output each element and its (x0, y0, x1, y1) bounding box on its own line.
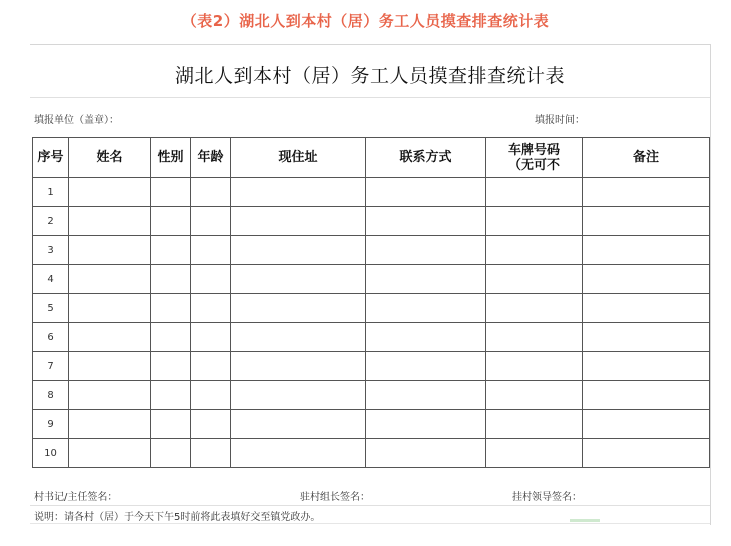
table-row (33, 236, 710, 265)
table-cell[interactable] (191, 294, 231, 323)
table-cell[interactable] (151, 352, 191, 381)
table-cell[interactable] (366, 265, 486, 294)
table-cell[interactable] (583, 236, 710, 265)
title-divider (30, 97, 710, 98)
header-cell: 性别 (151, 138, 191, 178)
row-number-cell: 1 (33, 178, 69, 207)
sheet-title: 湖北人到本村（居）务工人员摸查排查统计表 (174, 65, 565, 87)
header-cell: 年龄 (191, 138, 231, 178)
table-cell[interactable] (486, 207, 583, 236)
table-cell[interactable] (191, 323, 231, 352)
table-cell[interactable] (69, 439, 151, 468)
header-cell: 联系方式 (366, 138, 486, 178)
table-cell[interactable] (151, 236, 191, 265)
team-leader-signature-label: 驻村组长签名： (300, 492, 370, 503)
table-cell[interactable] (69, 236, 151, 265)
table-cell[interactable] (366, 323, 486, 352)
table-cell[interactable] (191, 178, 231, 207)
survey-table (32, 137, 710, 468)
table-cell[interactable] (583, 381, 710, 410)
table-cell[interactable] (191, 410, 231, 439)
table-cell[interactable] (151, 265, 191, 294)
table-cell[interactable] (486, 352, 583, 381)
header-cell: 现住址 (231, 138, 366, 178)
table-cell[interactable] (151, 439, 191, 468)
document-caption: （表2）湖北人到本村（居）务工人员摸查排查统计表 (181, 12, 550, 30)
row-number-cell: 8 (33, 381, 69, 410)
table-cell[interactable] (69, 178, 151, 207)
table-cell[interactable] (151, 410, 191, 439)
instruction-note: 说明：请各村（居）于今天下午5时前将此表填好交至镇党政办。 (34, 512, 321, 523)
table-cell[interactable] (231, 352, 366, 381)
table-cell[interactable] (151, 294, 191, 323)
table-cell[interactable] (231, 439, 366, 468)
table-row (33, 352, 710, 381)
table-cell[interactable] (583, 439, 710, 468)
table-cell[interactable] (486, 236, 583, 265)
table-cell[interactable] (486, 381, 583, 410)
fill-unit-label: 填报单位（盖章）： (34, 115, 119, 126)
table-cell[interactable] (231, 236, 366, 265)
table-cell[interactable] (151, 207, 191, 236)
table-cell[interactable] (231, 294, 366, 323)
table-cell[interactable] (583, 265, 710, 294)
table-cell[interactable] (486, 265, 583, 294)
table-cell[interactable] (69, 207, 151, 236)
table-row (33, 323, 710, 352)
row-number-cell: 5 (33, 294, 69, 323)
table-cell[interactable] (69, 323, 151, 352)
table-cell[interactable] (191, 439, 231, 468)
leader-signature-label: 挂村领导签名： (512, 492, 582, 503)
table-cell[interactable] (231, 323, 366, 352)
table-cell[interactable] (366, 236, 486, 265)
row-number-cell: 7 (33, 352, 69, 381)
row-number-cell: 4 (33, 265, 69, 294)
table-cell[interactable] (191, 381, 231, 410)
secretary-signature-label: 村书记/主任签名： (34, 492, 118, 503)
fill-time-label: 填报时间： (535, 115, 585, 126)
table-cell[interactable] (231, 410, 366, 439)
table-cell[interactable] (583, 294, 710, 323)
header-cell: 姓名 (69, 138, 151, 178)
table-cell[interactable] (366, 381, 486, 410)
table-cell[interactable] (486, 323, 583, 352)
table-row (33, 439, 710, 468)
header-cell: 序号 (33, 138, 69, 178)
note-divider (30, 505, 710, 506)
table-cell[interactable] (366, 294, 486, 323)
row-number-cell: 6 (33, 323, 69, 352)
table-cell[interactable] (486, 410, 583, 439)
table-cell[interactable] (231, 207, 366, 236)
table-cell[interactable] (486, 439, 583, 468)
table-cell[interactable] (583, 323, 710, 352)
table-cell[interactable] (366, 207, 486, 236)
row-number-cell: 9 (33, 410, 69, 439)
table-cell[interactable] (151, 178, 191, 207)
row-number-cell: 2 (33, 207, 69, 236)
header-row (33, 138, 710, 178)
table-cell[interactable] (191, 265, 231, 294)
table-cell[interactable] (69, 381, 151, 410)
table-cell[interactable] (69, 352, 151, 381)
row-number-cell: 10 (33, 439, 69, 468)
table-cell[interactable] (151, 381, 191, 410)
table-row (33, 178, 710, 207)
table-cell[interactable] (366, 178, 486, 207)
spreadsheet-sheet (30, 44, 711, 525)
header-cell: 备注 (583, 138, 710, 178)
table-row (33, 294, 710, 323)
table-cell[interactable] (69, 294, 151, 323)
cell-highlight (570, 519, 600, 522)
table-cell[interactable] (366, 439, 486, 468)
table-cell[interactable] (231, 265, 366, 294)
table-cell[interactable] (191, 207, 231, 236)
table-cell[interactable] (191, 352, 231, 381)
table-cell[interactable] (366, 410, 486, 439)
table-cell[interactable] (69, 265, 151, 294)
table-cell[interactable] (583, 352, 710, 381)
table-cell[interactable] (486, 294, 583, 323)
table-cell[interactable] (583, 410, 710, 439)
table-cell[interactable] (69, 410, 151, 439)
table-cell[interactable] (366, 352, 486, 381)
table-row (33, 207, 710, 236)
table-cell[interactable] (231, 381, 366, 410)
sheet-bottom-border (30, 523, 710, 524)
table-row (33, 410, 710, 439)
row-number-cell: 3 (33, 236, 69, 265)
table-row (33, 381, 710, 410)
table-cell[interactable] (151, 323, 191, 352)
table-cell[interactable] (583, 178, 710, 207)
table-cell[interactable] (486, 178, 583, 207)
table-cell[interactable] (583, 207, 710, 236)
header-cell: 车牌号码 （无可不 (486, 138, 583, 178)
table-row (33, 265, 710, 294)
table-cell[interactable] (191, 236, 231, 265)
table-cell[interactable] (231, 178, 366, 207)
